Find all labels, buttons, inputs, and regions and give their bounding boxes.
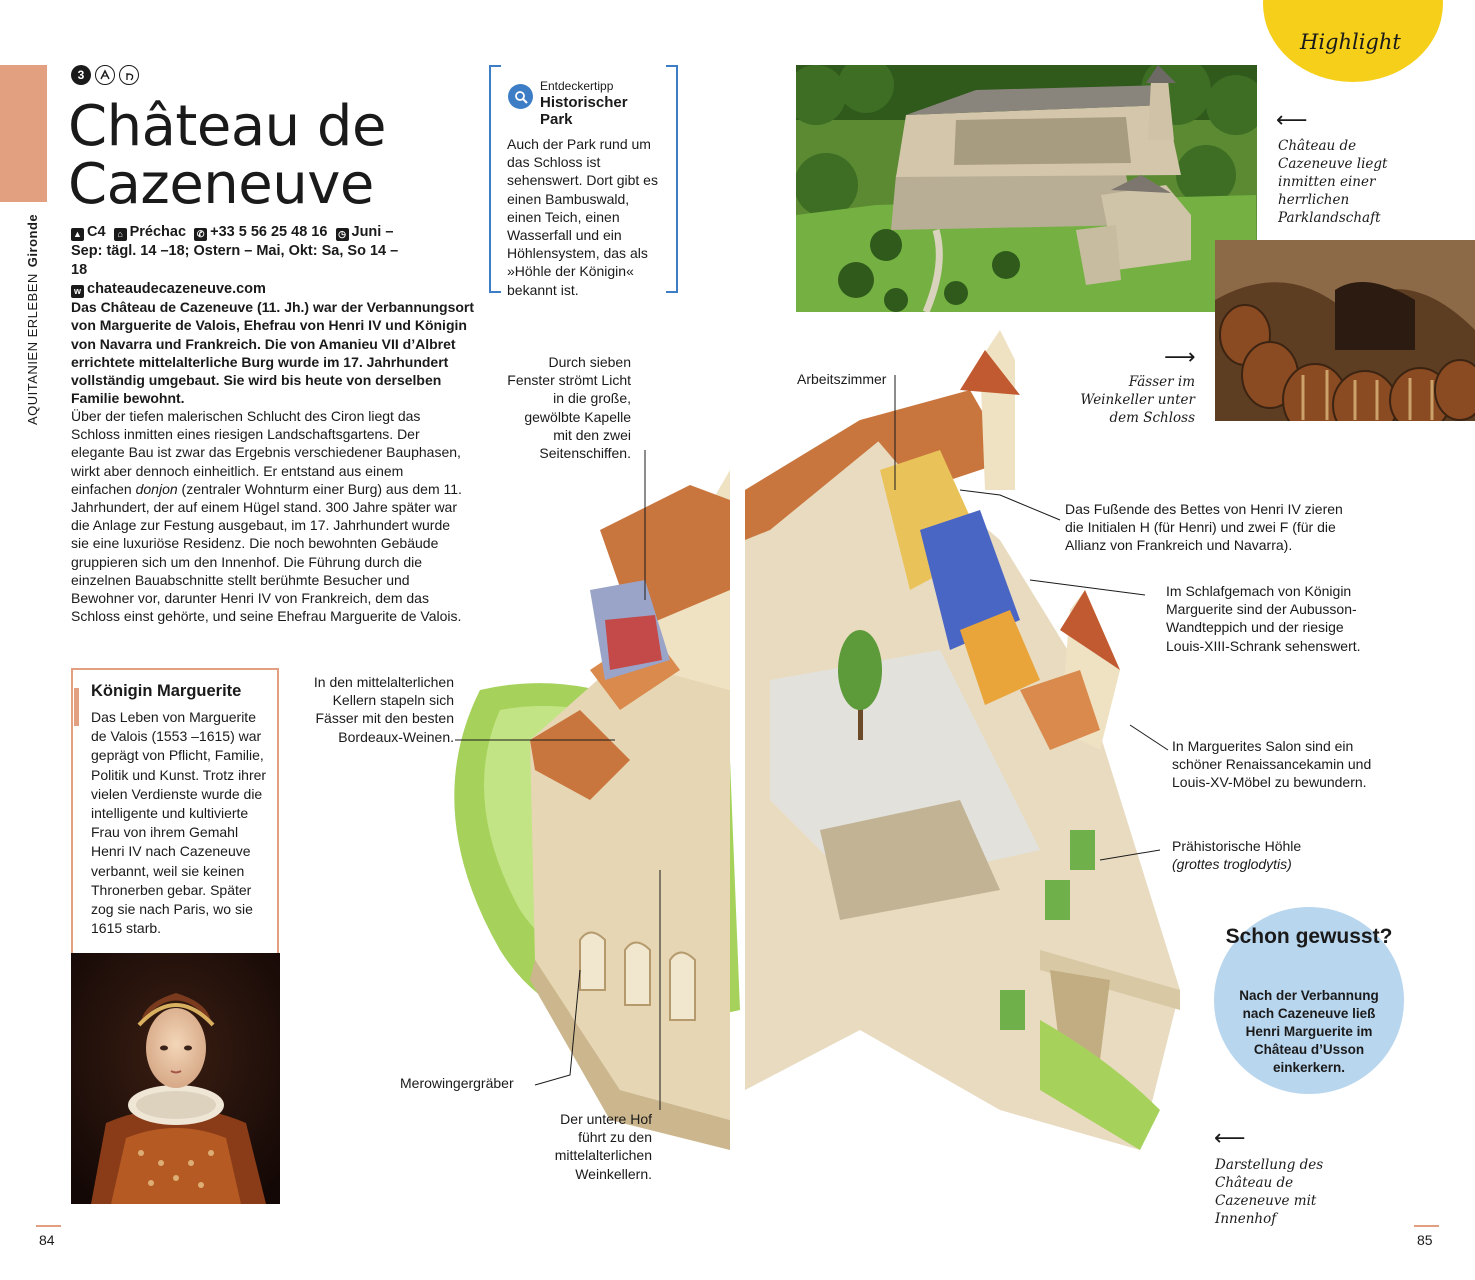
wine-cellar-photo <box>1215 240 1475 421</box>
annotation-graves: Merowingergräber <box>400 1075 514 1091</box>
map-grid-icon: ▲ <box>71 228 84 241</box>
website-link[interactable]: chateaudecazeneuve.com <box>87 281 266 297</box>
arrow-left-icon: ⟵ <box>1276 108 1308 133</box>
title-line-1: Château de <box>68 94 386 159</box>
tip-title: Historischer Park <box>540 94 628 128</box>
web-icon: w <box>71 285 84 298</box>
body-text-part-1: Über der tiefen malerischen Schlucht des Ciron liegt das Schloss inmitten eines riesigen Landschaftsgartens. Der elegante Bau ist zwar das Ergebnis verschiedener Bauphasen, wirkt aber dennoch einheitlich. Er entstand aus einem einfachen <box>71 408 461 497</box>
opening-hours-b: Sep: tägl. 14 –18; Ostern – Mai, Okt: Sa, So 14 –18 <box>71 243 399 278</box>
opening-hours-a: Juni – <box>351 224 394 240</box>
body-term-donjon: donjon <box>135 480 178 497</box>
illustration-caption: Darstellung des Château de Cazeneuve mit Innenhof <box>1215 1157 1324 1227</box>
annotation-chapel: Durch sieben Fenster strömt Licht in die große, gewölbte Kapelle mit den zwei Seitenschiffen. <box>507 354 631 462</box>
discovery-tip-box <box>489 65 678 298</box>
portrait-marguerite <box>71 953 280 1204</box>
annotation-bedroom: Im Schlafgemach von Königin Marguerite sind der Aubusson-Wandteppich und der riesige Louis-XIII-Schrank sehenswert. <box>1166 583 1361 654</box>
did-you-know-title: Schon gewusst? <box>1225 925 1393 948</box>
castle-photo-caption: Château de Cazeneuve liegt inmitten einer herrlichen Parklandschaft <box>1278 138 1388 226</box>
annotation-lower-court: Der untere Hof führt zu den mittelalterlichen Weinkellern. <box>554 1111 652 1182</box>
queen-accent-bar <box>74 688 79 726</box>
annotation-cellars: In den mittelalterlichen Kellern stapeln sich Fässer mit den besten Bordeaux-Weinen. <box>313 674 454 745</box>
address: Préchac <box>129 224 187 240</box>
hand-pointer-icon <box>119 65 139 85</box>
page-number-rule-right <box>1414 1225 1439 1227</box>
annotation-bed: Das Fußende des Bettes von Henri IV zieren die Initialen H (für Henri) und zwei F (für die Allianz von Frankreich und Navarra). <box>1065 501 1343 554</box>
cellar-photo-caption: Fässer im Weinkeller unter dem Schloss <box>1080 374 1195 426</box>
page-number-right: 85 <box>1417 1232 1433 1248</box>
body-text-part-2: (zentraler Wohnturm einer Burg) aus dem 11. Jahrhundert, der auf einem Hügel stand. 300 Jahre später war die Anlage zur Festung ausgebaut, im 17. Jahrhundert wurde sie eine luxuriöse Residenz. Die noch bewohnten Gebäude gruppieren sich um den Innenhof. Die Führung durch die einzelnen Bauabschnitte stellt berühmte Besucher und Bewohner vor, darunter Henri IV von Frankreich, dem das Schloss einst gehörte, und seine Ehefrau Marguerite de Valois. <box>71 480 462 625</box>
page-number-rule-left <box>36 1225 61 1227</box>
annotation-study: Arbeitszimmer <box>797 371 887 387</box>
queen-text: Das Leben von Marguerite de Valois (1553 –1615) war geprägt von Pflicht, Familie, Politik und Kunst. Trotz ihrer vielen Verdienste wurde die intelligente und kultivierte Frau von ihrem Gemahl Henri IV nach Cazeneuve verbannt, weil sie keinen Thronerben gebar. Später zog sie nach Paris, wo sie 1615 starb. <box>91 709 267 937</box>
section-running-head <box>25 214 40 425</box>
section-name: AQUITANIEN ERLEBEN <box>25 273 40 425</box>
heading-icon-row <box>71 65 139 85</box>
page-number-left: 84 <box>39 1232 55 1248</box>
annotation-salon: In Marguerites Salon sind ein schöner Renaissancekamin und Louis-XV-Möbel zu bewundern. <box>1172 738 1372 791</box>
did-you-know-text: Nach der Verbannung nach Cazeneuve ließ Henri Marguerite im Château d’Usson einkerkern. <box>1239 988 1379 1075</box>
region-name: Gironde <box>25 213 40 268</box>
highlight-label: Highlight <box>1300 30 1401 54</box>
queen-sidebar-box <box>71 668 279 953</box>
clock-icon: ◷ <box>336 228 349 241</box>
castle-aerial-photo <box>796 65 1257 312</box>
house-icon: ⌂ <box>114 228 127 241</box>
arrow-right-icon: ⟶ <box>1164 345 1196 370</box>
tip-kicker: Entdeckertipp <box>540 79 614 93</box>
annotation-cave <box>1172 837 1342 873</box>
tip-bracket-right <box>666 65 678 293</box>
intro-paragraph: Das Château de Cazeneuve (11. Jh.) war der Verbannungsort von Marguerite de Valois, Ehefrau von Henri IV und Königin von Navarra und Frankreich. Die von Amanieu VII d’Albret errichtete mittelalterliche Burg wurde im 17. Jahrhundert vollständig umgebaut. Sie wird bis heute von derselben Familie bewohnt. <box>71 299 475 407</box>
title-line-2: Cazeneuve <box>68 152 374 217</box>
phone-icon: ✆ <box>194 228 207 241</box>
map-grid-ref: C4 <box>87 224 106 240</box>
tip-text: Auch der Park rund um das Schloss ist sehenswert. Dort gibt es einen Bambuswald, einen Teich, einen Wasserfall und ein Höhlensystem, das als »Höhle der Königin« bekannt ist. <box>507 136 658 298</box>
cave-subtitle: (grottes troglodytis) <box>1172 856 1292 873</box>
cave-title: Prähistorische Höhle <box>1172 838 1302 854</box>
section-color-tab <box>0 65 47 202</box>
hiking-icon <box>95 65 115 85</box>
page-title <box>68 94 386 217</box>
tip-bracket-left <box>489 65 501 293</box>
queen-title: Königin Marguerite <box>91 682 242 700</box>
arrow-left-icon: ⟵ <box>1214 1126 1246 1151</box>
magnifier-icon <box>508 84 533 109</box>
entry-number-badge: 3 <box>71 65 91 85</box>
phone-number[interactable]: +33 5 56 25 48 16 <box>210 224 328 240</box>
body-text <box>71 407 463 625</box>
practical-info <box>71 223 411 299</box>
